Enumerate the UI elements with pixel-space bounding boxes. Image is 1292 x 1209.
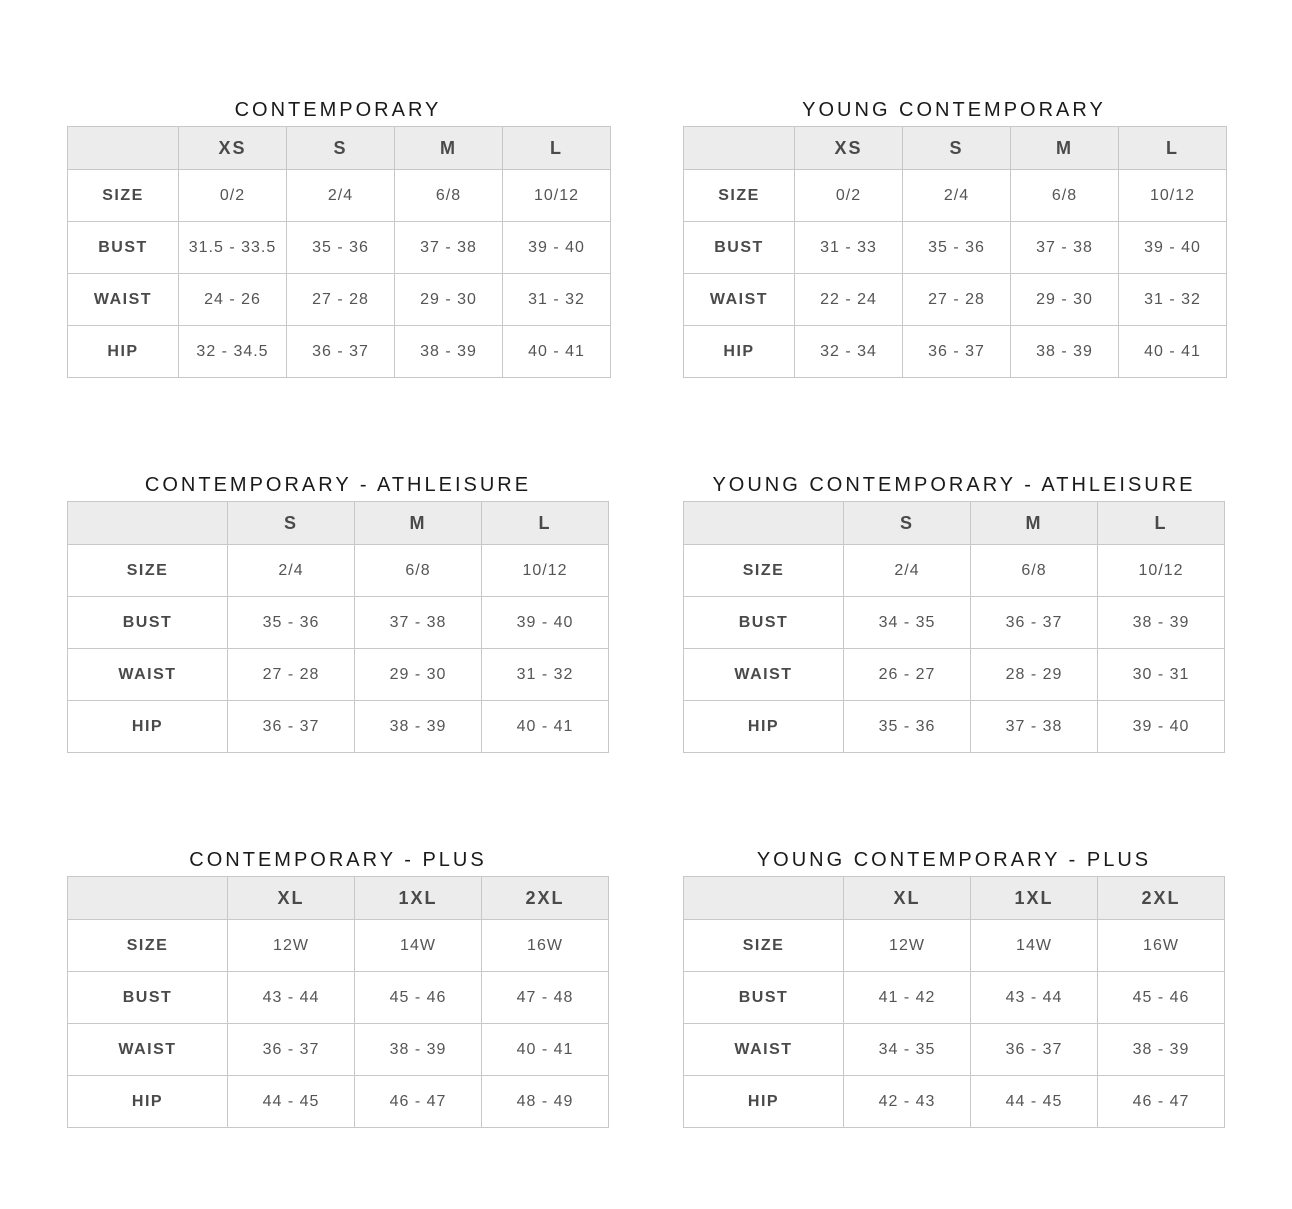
table-cell: 38 - 39 xyxy=(1098,1024,1225,1076)
chart-title: YOUNG CONTEMPORARY - ATHLEISURE xyxy=(712,473,1196,496)
row-label: BUST xyxy=(684,597,844,649)
table-cell: 30 - 31 xyxy=(1098,649,1225,701)
column-header: S xyxy=(844,502,971,545)
row-label: WAIST xyxy=(684,649,844,701)
table-cell: 10/12 xyxy=(503,170,611,222)
row-label: WAIST xyxy=(68,1024,228,1076)
table-cell: 46 - 47 xyxy=(1098,1076,1225,1128)
table-cell: 26 - 27 xyxy=(844,649,971,701)
table-row xyxy=(68,649,609,701)
table-row xyxy=(68,1024,609,1076)
corner-cell xyxy=(68,877,228,920)
table-cell: 39 - 40 xyxy=(1119,222,1227,274)
table-cell: 40 - 41 xyxy=(482,1024,609,1076)
column-header: 2XL xyxy=(482,877,609,920)
table-cell: 6/8 xyxy=(971,545,1098,597)
table-cell: 39 - 40 xyxy=(503,222,611,274)
column-header: S xyxy=(228,502,355,545)
table-cell: 31 - 32 xyxy=(503,274,611,326)
table-cell: 47 - 48 xyxy=(482,972,609,1024)
table-cell: 29 - 30 xyxy=(355,649,482,701)
table-row xyxy=(684,972,1225,1024)
table-cell: 36 - 37 xyxy=(971,1024,1098,1076)
table-row xyxy=(684,920,1225,972)
table-cell: 36 - 37 xyxy=(903,326,1011,378)
table-cell: 44 - 45 xyxy=(971,1076,1098,1128)
row-label: SIZE xyxy=(684,920,844,972)
table-row xyxy=(68,597,609,649)
table-cell: 37 - 38 xyxy=(395,222,503,274)
table-cell: 29 - 30 xyxy=(395,274,503,326)
table-cell: 35 - 36 xyxy=(844,701,971,753)
column-header: M xyxy=(1011,127,1119,170)
row-label: SIZE xyxy=(684,170,795,222)
row-label: WAIST xyxy=(68,274,179,326)
table-cell: 37 - 38 xyxy=(355,597,482,649)
row-label: SIZE xyxy=(68,545,228,597)
column-header: S xyxy=(287,127,395,170)
size-table xyxy=(67,876,609,1128)
table-cell: 2/4 xyxy=(228,545,355,597)
row-label: SIZE xyxy=(684,545,844,597)
column-header: L xyxy=(1098,502,1225,545)
header-row xyxy=(684,127,1227,170)
table-cell: 40 - 41 xyxy=(503,326,611,378)
table-row xyxy=(68,274,611,326)
table-cell: 31.5 - 33.5 xyxy=(179,222,287,274)
header-row xyxy=(684,877,1225,920)
table-cell: 31 - 32 xyxy=(482,649,609,701)
table-cell: 44 - 45 xyxy=(228,1076,355,1128)
row-label: HIP xyxy=(684,1076,844,1128)
table-cell: 10/12 xyxy=(1098,545,1225,597)
table-row xyxy=(684,649,1225,701)
column-header: 1XL xyxy=(971,877,1098,920)
table-cell: 29 - 30 xyxy=(1011,274,1119,326)
size-table xyxy=(683,876,1225,1128)
table-row xyxy=(684,701,1225,753)
table-cell: 39 - 40 xyxy=(1098,701,1225,753)
row-label: BUST xyxy=(684,972,844,1024)
corner-cell xyxy=(684,502,844,545)
column-header: XL xyxy=(844,877,971,920)
row-label: WAIST xyxy=(684,274,795,326)
header-row xyxy=(68,502,609,545)
table-cell: 38 - 39 xyxy=(1098,597,1225,649)
header-row xyxy=(684,502,1225,545)
corner-cell xyxy=(68,502,228,545)
column-header: XS xyxy=(179,127,287,170)
row-label: HIP xyxy=(68,1076,228,1128)
table-cell: 2/4 xyxy=(287,170,395,222)
table-cell: 31 - 33 xyxy=(795,222,903,274)
table-cell: 37 - 38 xyxy=(1011,222,1119,274)
table-cell: 12W xyxy=(228,920,355,972)
table-cell: 32 - 34 xyxy=(795,326,903,378)
table-cell: 38 - 39 xyxy=(355,1024,482,1076)
column-header: 2XL xyxy=(1098,877,1225,920)
table-cell: 45 - 46 xyxy=(1098,972,1225,1024)
chart-title: CONTEMPORARY - PLUS xyxy=(189,848,487,871)
row-label: HIP xyxy=(684,326,795,378)
table-cell: 45 - 46 xyxy=(355,972,482,1024)
table-cell: 46 - 47 xyxy=(355,1076,482,1128)
table-cell: 0/2 xyxy=(795,170,903,222)
column-header: 1XL xyxy=(355,877,482,920)
table-cell: 6/8 xyxy=(395,170,503,222)
table-cell: 34 - 35 xyxy=(844,1024,971,1076)
table-cell: 38 - 39 xyxy=(1011,326,1119,378)
table-cell: 2/4 xyxy=(903,170,1011,222)
table-cell: 37 - 38 xyxy=(971,701,1098,753)
table-cell: 36 - 37 xyxy=(228,1024,355,1076)
row-label: WAIST xyxy=(684,1024,844,1076)
table-row xyxy=(68,326,611,378)
table-cell: 36 - 37 xyxy=(228,701,355,753)
table-cell: 38 - 39 xyxy=(355,701,482,753)
table-cell: 42 - 43 xyxy=(844,1076,971,1128)
row-label: SIZE xyxy=(68,170,179,222)
column-header: XL xyxy=(228,877,355,920)
column-header: M xyxy=(395,127,503,170)
size-table xyxy=(683,126,1227,378)
chart-title: CONTEMPORARY xyxy=(234,98,442,121)
table-row xyxy=(68,972,609,1024)
column-header: M xyxy=(971,502,1098,545)
table-row xyxy=(68,170,611,222)
corner-cell xyxy=(684,127,795,170)
table-cell: 40 - 41 xyxy=(482,701,609,753)
table-cell: 43 - 44 xyxy=(971,972,1098,1024)
header-row xyxy=(68,877,609,920)
table-row xyxy=(68,920,609,972)
table-cell: 38 - 39 xyxy=(395,326,503,378)
chart-title: YOUNG CONTEMPORARY xyxy=(802,98,1106,121)
table-cell: 48 - 49 xyxy=(482,1076,609,1128)
row-label: BUST xyxy=(68,222,179,274)
row-label: SIZE xyxy=(68,920,228,972)
size-table xyxy=(67,501,609,753)
size-table xyxy=(67,126,611,378)
table-row xyxy=(684,1024,1225,1076)
table-cell: 31 - 32 xyxy=(1119,274,1227,326)
table-cell: 35 - 36 xyxy=(903,222,1011,274)
table-cell: 27 - 28 xyxy=(903,274,1011,326)
table-cell: 22 - 24 xyxy=(795,274,903,326)
column-header: L xyxy=(482,502,609,545)
row-label: HIP xyxy=(68,701,228,753)
row-label: BUST xyxy=(684,222,795,274)
row-label: HIP xyxy=(68,326,179,378)
table-row xyxy=(68,545,609,597)
chart-title: CONTEMPORARY - ATHLEISURE xyxy=(144,473,532,496)
column-header: L xyxy=(503,127,611,170)
table-cell: 41 - 42 xyxy=(844,972,971,1024)
table-row xyxy=(68,701,609,753)
table-row xyxy=(68,222,611,274)
row-label: BUST xyxy=(68,972,228,1024)
table-row xyxy=(684,222,1227,274)
table-cell: 16W xyxy=(1098,920,1225,972)
table-cell: 6/8 xyxy=(355,545,482,597)
column-header: L xyxy=(1119,127,1227,170)
column-header: XS xyxy=(795,127,903,170)
table-row xyxy=(684,597,1225,649)
table-cell: 35 - 36 xyxy=(228,597,355,649)
table-row xyxy=(684,170,1227,222)
table-cell: 0/2 xyxy=(179,170,287,222)
table-cell: 10/12 xyxy=(482,545,609,597)
table-row xyxy=(684,545,1225,597)
table-cell: 14W xyxy=(971,920,1098,972)
size-table xyxy=(683,501,1225,753)
table-row xyxy=(68,1076,609,1128)
table-cell: 32 - 34.5 xyxy=(179,326,287,378)
table-cell: 14W xyxy=(355,920,482,972)
table-cell: 43 - 44 xyxy=(228,972,355,1024)
table-cell: 34 - 35 xyxy=(844,597,971,649)
table-cell: 16W xyxy=(482,920,609,972)
row-label: BUST xyxy=(68,597,228,649)
table-cell: 27 - 28 xyxy=(228,649,355,701)
table-cell: 35 - 36 xyxy=(287,222,395,274)
table-cell: 28 - 29 xyxy=(971,649,1098,701)
table-cell: 24 - 26 xyxy=(179,274,287,326)
table-cell: 36 - 37 xyxy=(971,597,1098,649)
table-cell: 40 - 41 xyxy=(1119,326,1227,378)
header-row xyxy=(68,127,611,170)
table-cell: 39 - 40 xyxy=(482,597,609,649)
table-row xyxy=(684,1076,1225,1128)
table-cell: 2/4 xyxy=(844,545,971,597)
column-header: M xyxy=(355,502,482,545)
row-label: HIP xyxy=(684,701,844,753)
table-row xyxy=(684,326,1227,378)
corner-cell xyxy=(684,877,844,920)
table-cell: 6/8 xyxy=(1011,170,1119,222)
row-label: WAIST xyxy=(68,649,228,701)
corner-cell xyxy=(68,127,179,170)
table-cell: 36 - 37 xyxy=(287,326,395,378)
chart-title: YOUNG CONTEMPORARY - PLUS xyxy=(756,848,1152,871)
table-cell: 27 - 28 xyxy=(287,274,395,326)
column-header: S xyxy=(903,127,1011,170)
table-cell: 12W xyxy=(844,920,971,972)
table-row xyxy=(684,274,1227,326)
table-cell: 10/12 xyxy=(1119,170,1227,222)
